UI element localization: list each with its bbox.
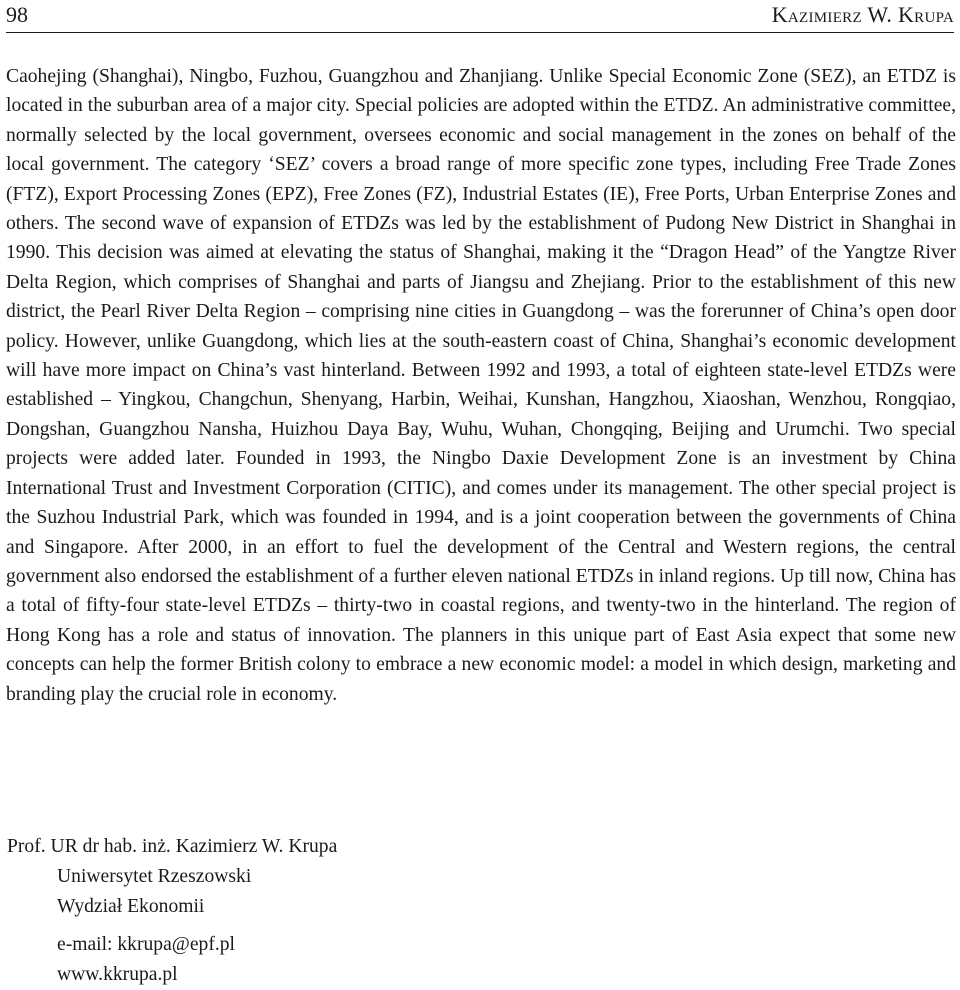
author-signature-block (7, 832, 607, 990)
author-website[interactable]: www.kkrupa.pl (57, 964, 178, 985)
author-name: Prof. UR dr hab. inż. Kazimierz W. Krupa (7, 836, 338, 857)
author-faculty: Wydział Ekonomii (57, 896, 205, 917)
author-university: Uniwersytet Rzeszowski (57, 866, 252, 887)
page-number: 98 (6, 2, 28, 27)
author-email[interactable]: e-mail: kkrupa@epf.pl (57, 934, 235, 955)
body-paragraph: Caohejing (Shanghai), Ningbo, Fuzhou, Guangzhou and Zhanjiang. Unlike Special Economic Zone (SEZ), an ETDZ is located in the suburban area of a major city. Special policies are adopted within the ETDZ. An administrative committee, normally selected by the local government, oversees economic and social management in the zones on behalf of the local government. The category ‘SEZ’ covers a broad range of more specific zone types, including Free Trade Zones (FTZ), Export Processing Zones (EPZ), Free Zones (FZ), Industrial Estates (IE), Free Ports, Urban Enterprise Zones and others. The second wave of expansion of ETDZs was led by the establishment of Pudong New District in Shanghai in 1990. This decision was aimed at elevating the status of Shanghai, making it the “Dragon Head” of the Yangtze River Delta Region, which comprises of Shanghai and parts of Jiangsu and Zhejiang. Prior to the establishment of this new district, the Pearl River Delta Region – comprising nine cities in Guangdong – was the forerunner of China’s open door policy. However, unlike Guangdong, which lies at the south-eastern coast of China, Shanghai’s economic development will have more impact on China’s vast hinterland. Between 1992 and 1993, a total of eighteen state-level ETDZs were established – Yingkou, Changchun, Shenyang, Harbin, Weihai, Kunshan, Hangzhou, Xiaoshan, Wenzhou, Rongqiao, Dongshan, Guangzhou Nansha, Huizhou Daya Bay, Wuhu, Wuhan, Chongqing, Beijing and Urumchi. Two special projects were added later. Founded in 1993, the Ningbo Daxie Development Zone is an investment by China International Trust and Investment Corporation (CITIC), and comes under its management. The other special project is the Suzhou Industrial Park, which was founded in 1994, and is a joint cooperation between the governments of China and Singapore. After 2000, in an effort to fuel the development of the Central and Western regions, the central government also endorsed the establishment of a further eleven national ETDZs in inland regions. Up till now, China has a total of fifty-four state-level ETDZs – thirty-two in coastal regions, and twenty-two in the hinterland. The region of Hong Kong has a role and status of innovation. The planners in this unique part of East Asia expect that some new concepts can help the former British colony to embrace a new economic model: a model in which design, marketing and branding play the crucial role in economy. (6, 66, 956, 705)
page-header (6, 0, 954, 33)
running-head-author: Kazimierz W. Krupa (771, 2, 954, 27)
